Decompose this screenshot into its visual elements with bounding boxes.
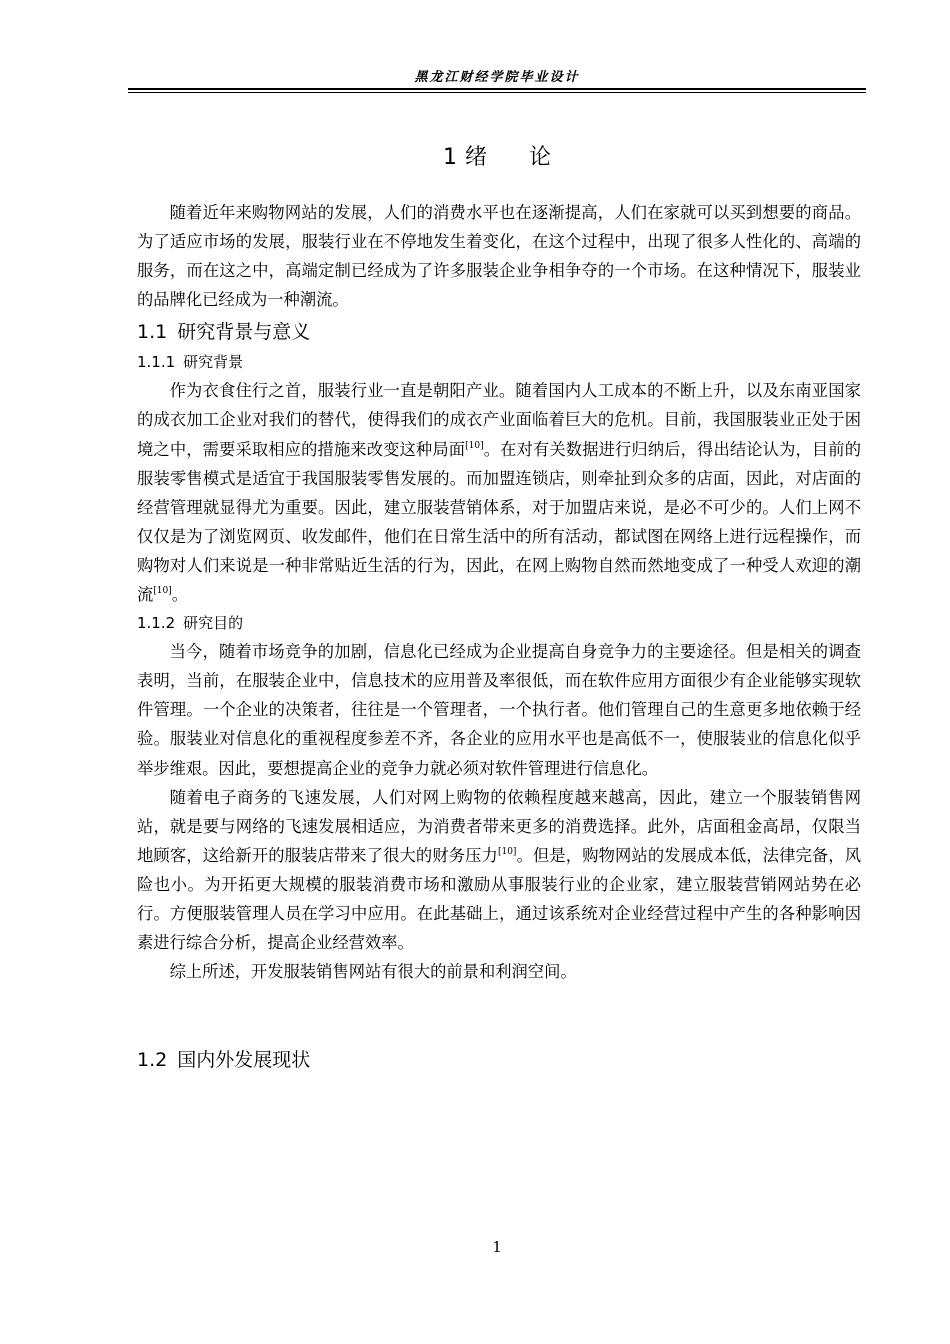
section-number: 1.2 <box>137 1049 168 1072</box>
citation: [10] <box>153 586 172 597</box>
citation: [10] <box>497 846 517 857</box>
paragraph-text: 。在对有关数据进行归纳后，得出结论认为，目前的服装零售模式是适宜于我国服装零售发展的。而加盟连锁店，则牵扯到众多的店面，因此，对店面的经营管理就显得尤为重要。因此，建立服装营销体系，对于加盟店来说，是必不可少的。人们上网不仅仅是为了浏览网页、收发邮件，他们在日常生活中的所有活动，都试图在网络上进行远程操作，而购物对人们来说是一种非常贴近生活的行为，因此，在网上购物自然而然地变成了一种受人欢迎的潮流 <box>137 439 861 605</box>
section-title: 国内外发展现状 <box>177 1049 311 1072</box>
section-heading-1-2 <box>137 1044 861 1076</box>
paragraph-text: 随着电子商务的飞速发展，人们对网上购物的依赖程度越来越高，因此，建立一个服装销售网站，就是要与网络的飞速发展相适应，为消费者带来更多的消费选择。此外，店面租金高昂，仅限当地顾客，这给新开的服装店带来了很大的财务压力 <box>137 787 861 865</box>
page-number: 1 <box>492 1238 502 1256</box>
purpose-paragraph-1: 当今，随着市场竞争的加剧，信息化已经成为企业提高自身竞争力的主要途径。但是相关的调查表明，当前，在服装企业中，信息技术的应用普及率很低，而在软件应用方面很少有企业能够实现软件管理。一个企业的决策者，往往是一个管理者，一个执行者。他们管理自己的生意更多地依赖于经验。服装业对信息化的重视程度参差不齐，各企业的应用水平也是高低不一，使服装业的信息化似乎举步维艰。因此，要想提高企业的竞争力就必须对软件管理进行信息化。 <box>137 642 861 778</box>
subsection-title: 研究目的 <box>183 614 244 633</box>
subsection-number: 1.1.2 <box>137 614 176 633</box>
section-number: 1.1 <box>137 321 168 344</box>
section-heading-1-1 <box>137 316 861 348</box>
chapter-title <box>128 140 866 171</box>
background-paragraph <box>137 376 861 609</box>
citation: [10] <box>465 440 484 451</box>
chapter-title-part2: 论 <box>529 145 552 170</box>
chapter-title-part1: 绪 <box>464 145 487 170</box>
subsection-title: 研究背景 <box>183 353 244 372</box>
subsection-heading-1-1-1 <box>137 348 861 376</box>
header-rule-thick <box>128 88 866 90</box>
header-rule-thin <box>128 92 866 93</box>
running-header: 黑龙江财经学院毕业设计 <box>414 70 580 85</box>
paragraph-text: 作为衣食住行之首，服装行业一直是朝阳产业。随着国内人工成本的不断上升，以及东南亚国家的成衣加工企业对我们的替代，使得我们的成衣产业面临着巨大的危机。目前，我国服装业正处于困境之中，需要采取相应的措施来改变这种局面 <box>137 381 861 459</box>
subsection-heading-1-1-2 <box>137 609 861 637</box>
paragraph-text: 。但是，购物网站的发展成本低，法律完备，风险也小。为开拓更大规模的服装消费市场和激励从事服装行业的企业家，建立服装营销网站势在必行。方便服装管理人员在学习中应用。在此基础上，通过该系统对企业经营过程中产生的各种影响因素进行综合分析，提高企业经营效率。 <box>137 845 861 953</box>
intro-paragraph: 随着近年来购物网站的发展，人们的消费水平也在逐渐提高，人们在家就可以买到想要的商品。为了适应市场的发展，服装行业在不停地发生着变化，在这个过程中，出现了很多人性化的、高端的服务，而在这之中，高端定制已经成为了许多服装企业争相争夺的一个市场。在这种情况下，服装业的品牌化已经成为一种潮流。 <box>137 203 861 310</box>
spacer <box>137 986 861 1042</box>
purpose-paragraph-3: 综上所述，开发服装销售网站有很大的前景和利润空间。 <box>169 962 577 982</box>
purpose-paragraph-2 <box>137 783 861 958</box>
section-title: 研究背景与意义 <box>177 321 311 344</box>
paragraph-text: 。 <box>171 585 189 605</box>
subsection-number: 1.1.1 <box>137 353 176 372</box>
chapter-number: 1 <box>442 145 457 170</box>
document-body <box>137 198 861 1076</box>
